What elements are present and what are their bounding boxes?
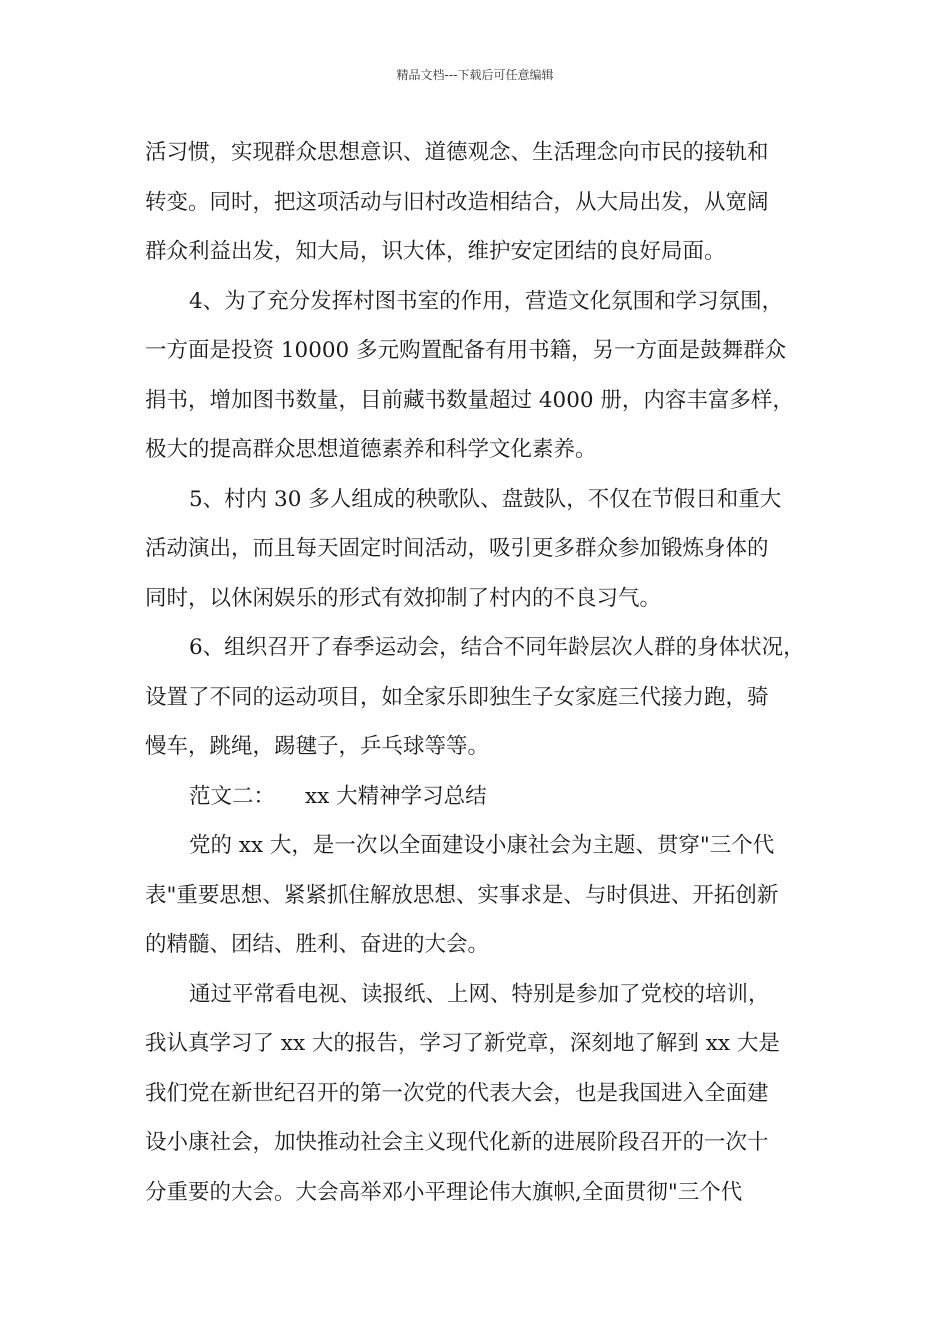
paragraph-line: 活习惯，实现群众思想意识、道德观念、生活理念向市民的接轨和	[145, 140, 769, 165]
paragraph-line: 党的 xx 大，是一次以全面建设小康社会为主题、贯穿"三个代	[189, 833, 775, 858]
section-title	[145, 772, 825, 822]
paragraph-line: 分重要的大会。大会高举邓小平理论伟大旗帜,全面贯彻"三个代	[145, 1179, 743, 1205]
paragraph-line: 表"重要思想、紧紧抓住解放思想、实事求是、与时俱进、开拓创新	[145, 882, 779, 908]
paragraph-line: 极大的提高群众思想道德素养和科学文化素养。	[145, 437, 597, 462]
section-heading: xx 大精神学习总结	[305, 783, 487, 809]
page-header: 精品文档---下载后可任意编辑	[396, 68, 554, 82]
paragraph-line: 设置了不同的运动项目，如全家乐即独生子女家庭三代接力跑，骑	[145, 684, 769, 710]
paragraph-line: 群众利益出发，知大局，识大体，维护安定团结的良好局面。	[145, 239, 726, 264]
paragraph-line: 活动演出，而且每天固定时间活动，吸引更多群众参加锻炼身体的	[145, 536, 769, 561]
paragraph-line: 同时，以休闲娱乐的形式有效抑制了村内的不良习气。	[145, 585, 662, 611]
document-body	[145, 128, 825, 1217]
paragraph-line: 我认真学习了 xx 大的报告，学习了新党章，深刻地了解到 xx 大是	[145, 1031, 780, 1056]
paragraph-line: 我们党在新世纪召开的第一次党的代表大会，也是我国进入全面建	[145, 1080, 769, 1106]
section-label: 范文二：	[189, 783, 276, 809]
paragraph-line: 5、村内 30 多人组成的秧歌队、盘鼓队，不仅在节假日和重大	[189, 486, 782, 512]
paragraph-line: 捐书，增加图书数量，目前藏书数量超过 4000 册，内容丰富多样，	[145, 387, 794, 413]
paragraph-line: 4、为了充分发挥村图书室的作用，营造文化氛围和学习氛围，	[189, 288, 784, 314]
paragraph-line: 慢车，跳绳，踢毽子，乒乓球等等。	[145, 734, 490, 759]
paragraph-line: 6、组织召开了春季运动会，结合不同年龄层次人群的身体状况，	[189, 635, 805, 660]
paragraph-line: 设小康社会，加快推动社会主义现代化新的进展阶段召开的一次十	[145, 1130, 769, 1155]
paragraph-line: 的精髓、团结、胜利、奋进的大会。	[145, 932, 490, 957]
paragraph-line: 通过平常看电视、读报纸、上网、特别是参加了党校的培训，	[189, 981, 770, 1007]
paragraph-line: 一方面是投资 10000 多元购置配备有用书籍，另一方面是鼓舞群众	[145, 338, 787, 363]
paragraph-line: 转变。同时，把这项活动与旧村改造相结合，从大局出发，从宽阔	[145, 189, 769, 215]
